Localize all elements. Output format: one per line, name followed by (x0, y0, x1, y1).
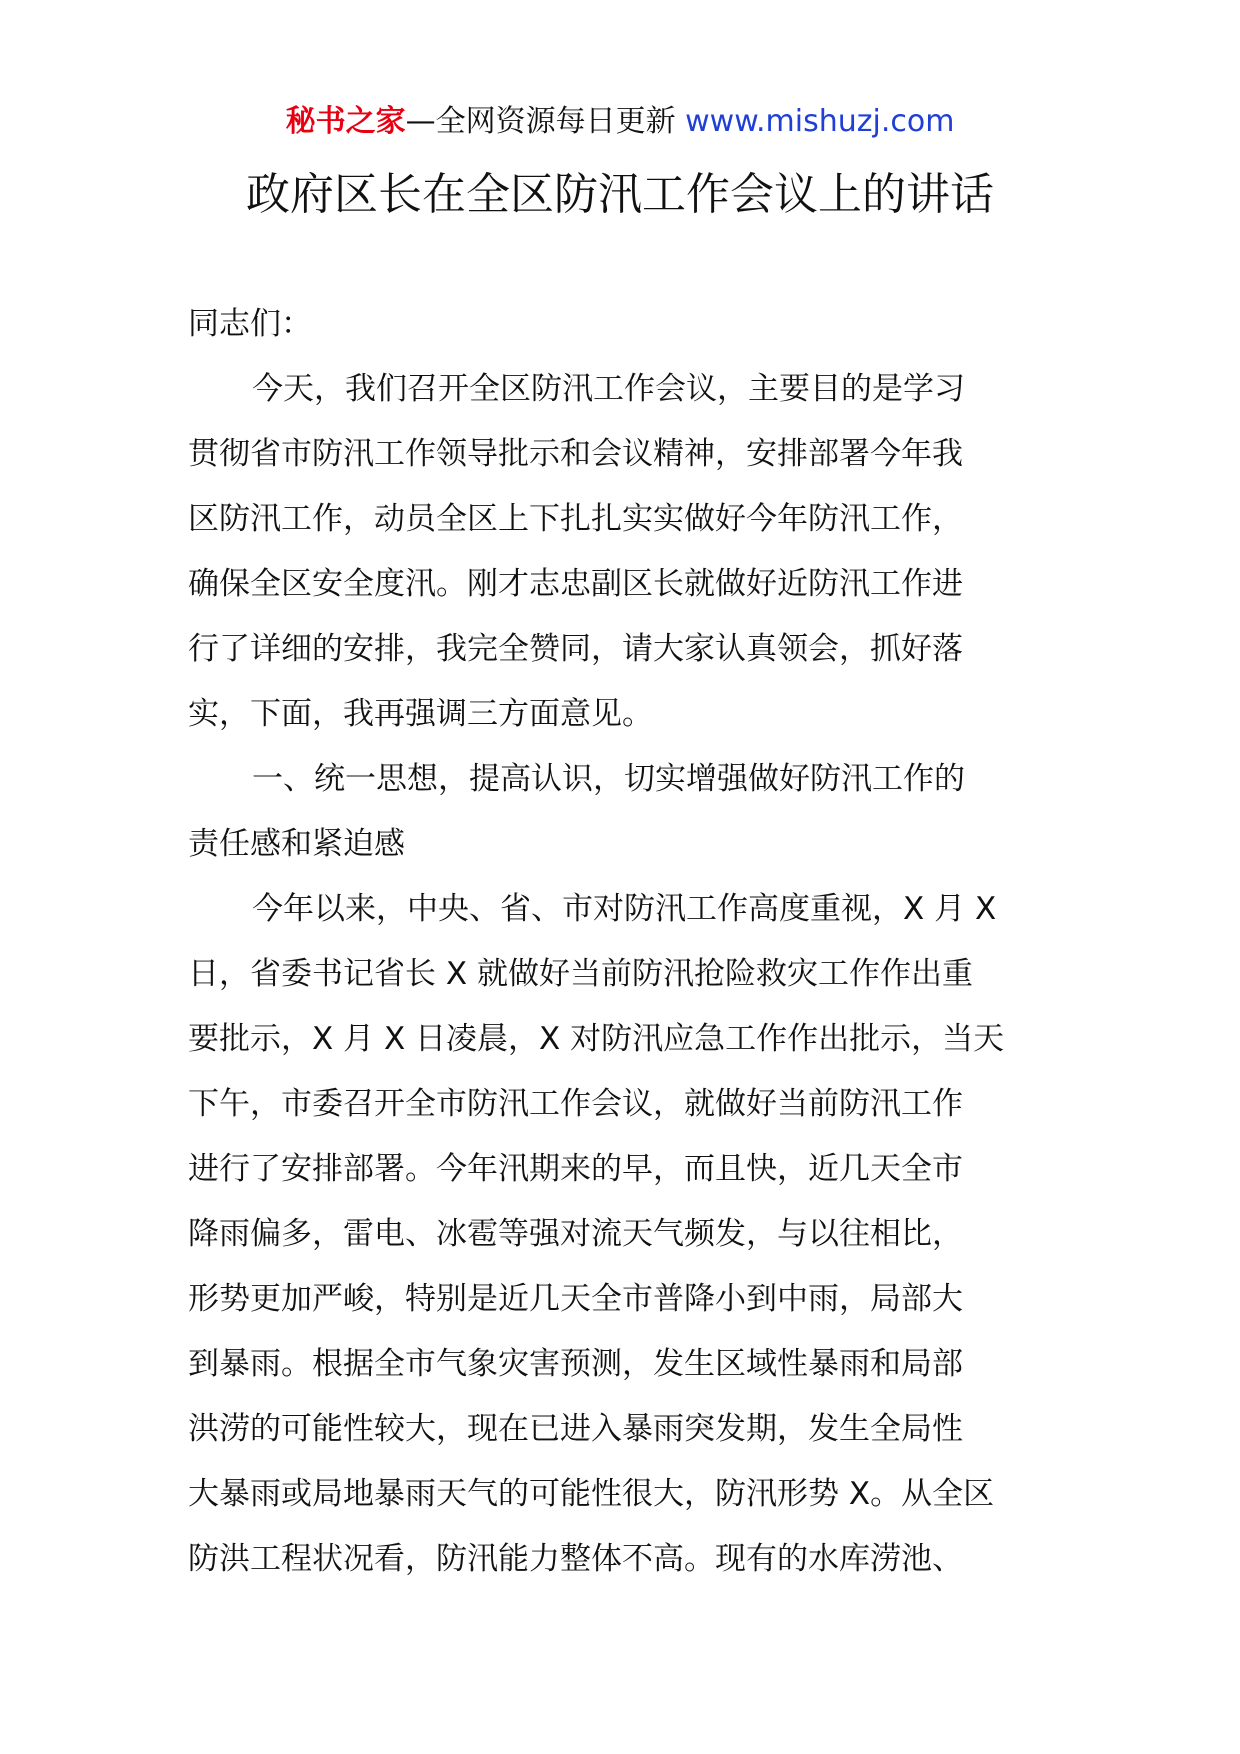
paragraph-line: 行了详细的安排，我完全赞同，请大家认真领会，抓好落 (188, 631, 963, 667)
section-heading-line: 责任感和紧迫感 (188, 826, 405, 862)
paragraph-line: 今年以来，中央、省、市对防汛工作高度重视，X 月 X (252, 891, 997, 927)
paragraph-line: 日，省委书记省长 X 就做好当前防汛抢险救灾工作作出重 (188, 956, 973, 992)
paragraph-line: 大暴雨或局地暴雨天气的可能性很大，防汛形势 X。从全区 (188, 1476, 995, 1512)
paragraph-line: 贯彻省市防汛工作领导批示和会议精神，安排部署今年我 (188, 436, 963, 472)
paragraph-line: 确保全区安全度汛。刚才志忠副区长就做好近防汛工作进 (188, 566, 963, 602)
paragraph-line: 下午，市委召开全市防汛工作会议，就做好当前防汛工作 (188, 1086, 963, 1122)
paragraph-line: 要批示，X 月 X 日凌晨，X 对防汛应急工作作出批示，当天 (188, 1021, 1005, 1057)
paragraph-line: 到暴雨。根据全市气象灾害预测，发生区域性暴雨和局部 (188, 1346, 963, 1382)
paragraph-line: 防洪工程状况看，防汛能力整体不高。现有的水库涝池、 (188, 1541, 963, 1577)
site-url[interactable]: www.mishuzj.com (685, 104, 955, 139)
paragraph-line: 区防汛工作，动员全区上下扎扎实实做好今年防汛工作， (188, 501, 963, 537)
site-header (0, 100, 1240, 144)
section-heading-line: 一、统一思想，提高认识，切实增强做好防汛工作的 (252, 761, 965, 797)
paragraph-line: 形势更加严峻，特别是近几天全市普降小到中雨，局部大 (188, 1281, 963, 1317)
paragraph-line: 洪涝的可能性较大，现在已进入暴雨突发期，发生全局性 (188, 1411, 963, 1447)
salutation: 同志们： (188, 306, 312, 342)
document-title: 政府区长在全区防汛工作会议上的讲话 (246, 169, 994, 220)
paragraph-line: 降雨偏多，雷电、冰雹等强对流天气频发，与以往相比， (188, 1216, 963, 1252)
paragraph-line: 实，下面，我再强调三方面意见。 (188, 696, 653, 732)
header-slogan: —全网资源每日更新 (405, 104, 676, 139)
paragraph-line: 进行了安排部署。今年汛期来的早，而且快，近几天全市 (188, 1151, 963, 1187)
paragraph-line: 今天，我们召开全区防汛工作会议，主要目的是学习 (252, 371, 965, 407)
brand-name: 秘书之家 (285, 104, 406, 139)
document-body (188, 292, 1060, 1592)
